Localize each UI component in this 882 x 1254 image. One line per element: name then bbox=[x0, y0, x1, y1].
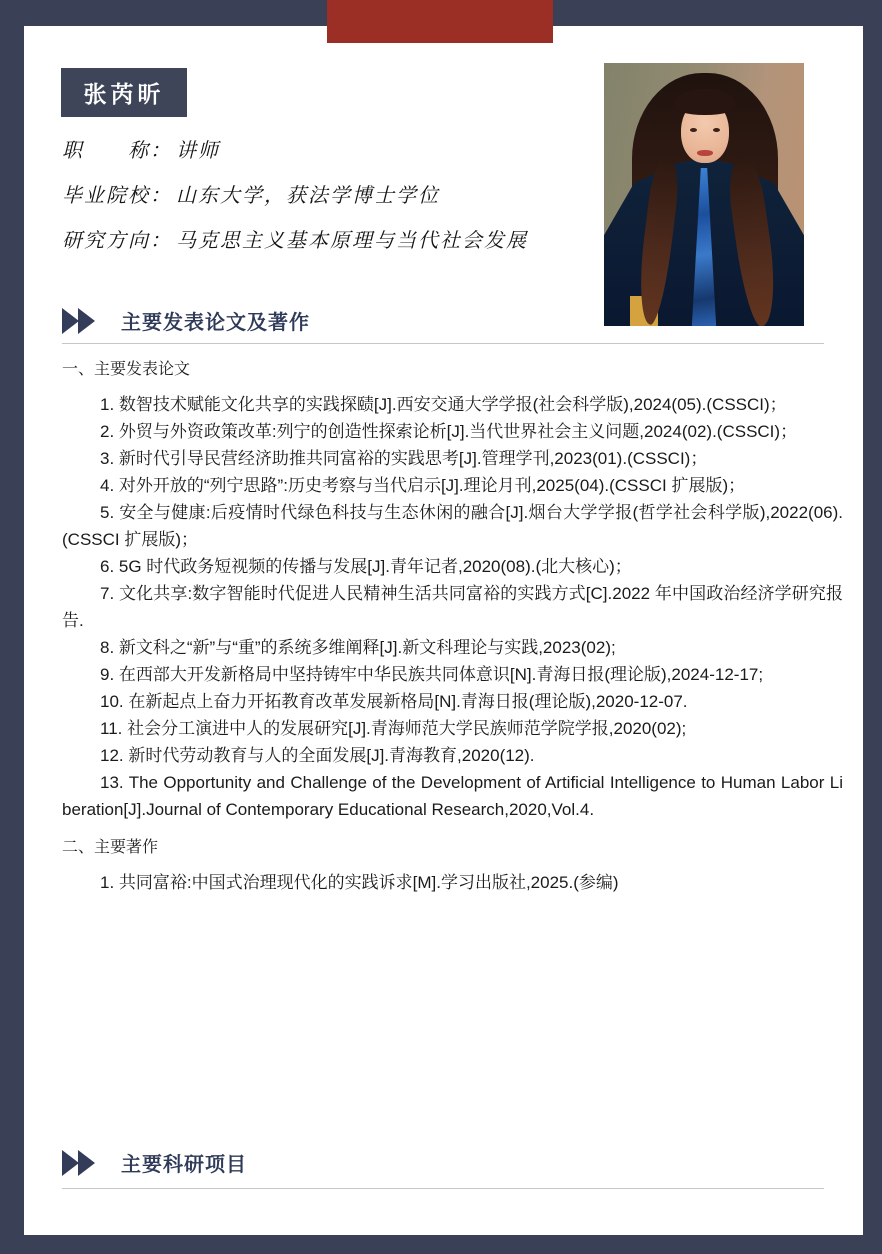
section-header-projects bbox=[62, 1148, 247, 1177]
field-label: 毕业院校： bbox=[62, 183, 172, 207]
field-research-direction bbox=[62, 230, 582, 251]
eye-shape bbox=[713, 128, 720, 132]
frame-left bbox=[0, 0, 24, 1254]
paper-item: 2. 外贸与外资政策改革:列宁的创造性探索论析[J].当代世界社会主义问题,2024(02).(CSSCI)； bbox=[100, 422, 798, 441]
person-name: 张芮昕 bbox=[83, 81, 165, 107]
profile-fields bbox=[62, 140, 582, 275]
papers-heading: 一、主要发表论文 bbox=[62, 361, 191, 378]
frame-right bbox=[863, 0, 882, 1254]
eye-shape bbox=[690, 128, 697, 132]
chevron-icon bbox=[78, 308, 95, 334]
frame-bottom bbox=[0, 1235, 882, 1254]
chevron-icon bbox=[62, 308, 79, 334]
double-right-chevron-icon bbox=[62, 1150, 95, 1176]
paper-item: 10. 在新起点上奋力开拓教育改革发展新格局[N].青海日报(理论版),2020-12-07. bbox=[100, 692, 688, 711]
books-heading: 二、主要著作 bbox=[62, 839, 159, 856]
paper-item: 9. 在西部大开发新格局中坚持铸牢中华民族共同体意识[N].青海日报(理论版),2024-12-17; bbox=[100, 665, 764, 684]
name-badge bbox=[61, 68, 187, 117]
field-value: 山东大学，获法学博士学位 bbox=[176, 183, 440, 207]
field-value: 讲师 bbox=[176, 138, 220, 162]
red-accent-bar bbox=[327, 0, 553, 43]
paper-item: 11. 社会分工演进中人的发展研究[J].青海师范大学民族师范学院学报,2020(02); bbox=[100, 719, 687, 738]
chevron-icon bbox=[62, 1150, 79, 1176]
paper-item: 3. 新时代引导民营经济助推共同富裕的实践思考[J].管理学刊,2023(01).(CSSCI)； bbox=[100, 449, 708, 468]
publications-list bbox=[62, 352, 843, 896]
paper-item: 7. 文化共享:数字智能时代促进人民精神生活共同富裕的实践方式[C].2022 年中国政治经济学研究报告. bbox=[62, 584, 843, 630]
paper-item: 6. 5G 时代政务短视频的传播与发展[J].青年记者,2020(08).(北大核心)； bbox=[100, 557, 632, 576]
hair-fringe-shape bbox=[674, 89, 736, 115]
divider bbox=[62, 1188, 824, 1189]
paper-item: 1. 数智技术赋能文化共享的实践探赜[J].西安交通大学学报(社会科学版),2024(05).(CSSCI)； bbox=[100, 395, 787, 414]
field-alma-mater bbox=[62, 185, 582, 206]
paper-item: 5. 安全与健康:后疫情时代绿色科技与生态休闲的融合[J].烟台大学学报(哲学社会科学版),2022(06).(CSSCI 扩展版)； bbox=[62, 503, 843, 549]
paper-item: 12. 新时代劳动教育与人的全面发展[J].青海教育,2020(12). bbox=[100, 746, 535, 765]
field-value: 马克思主义基本原理与当代社会发展 bbox=[176, 228, 528, 252]
portrait-photo bbox=[604, 63, 804, 326]
section-title: 主要发表论文及著作 bbox=[121, 312, 310, 334]
field-title bbox=[62, 140, 582, 161]
book-item: 1. 共同富裕:中国式治理现代化的实践诉求[M].学习出版社,2025.(参编) bbox=[100, 873, 619, 892]
section-header-publications bbox=[62, 306, 310, 335]
paper-item: 4. 对外开放的“列宁思路”:历史考察与当代启示[J].理论月刊,2025(04).(CSSCI 扩展版)； bbox=[100, 476, 746, 495]
divider bbox=[62, 343, 824, 344]
field-label: 职 称： bbox=[62, 138, 172, 162]
paper-item: 8. 新文科之“新”与“重”的系统多维阐释[J].新文科理论与实践,2023(02); bbox=[100, 638, 616, 657]
section-title: 主要科研项目 bbox=[121, 1154, 247, 1176]
paper-item: 13. The Opportunity and Challenge of the Development of Artificial Intelligence to Human Labor Liberation[J].Journal of Contemporary Educational Research,2020,Vol.4. bbox=[62, 773, 843, 819]
double-right-chevron-icon bbox=[62, 308, 95, 334]
lips-shape bbox=[697, 150, 713, 156]
field-label: 研究方向： bbox=[62, 228, 172, 252]
chevron-icon bbox=[78, 1150, 95, 1176]
